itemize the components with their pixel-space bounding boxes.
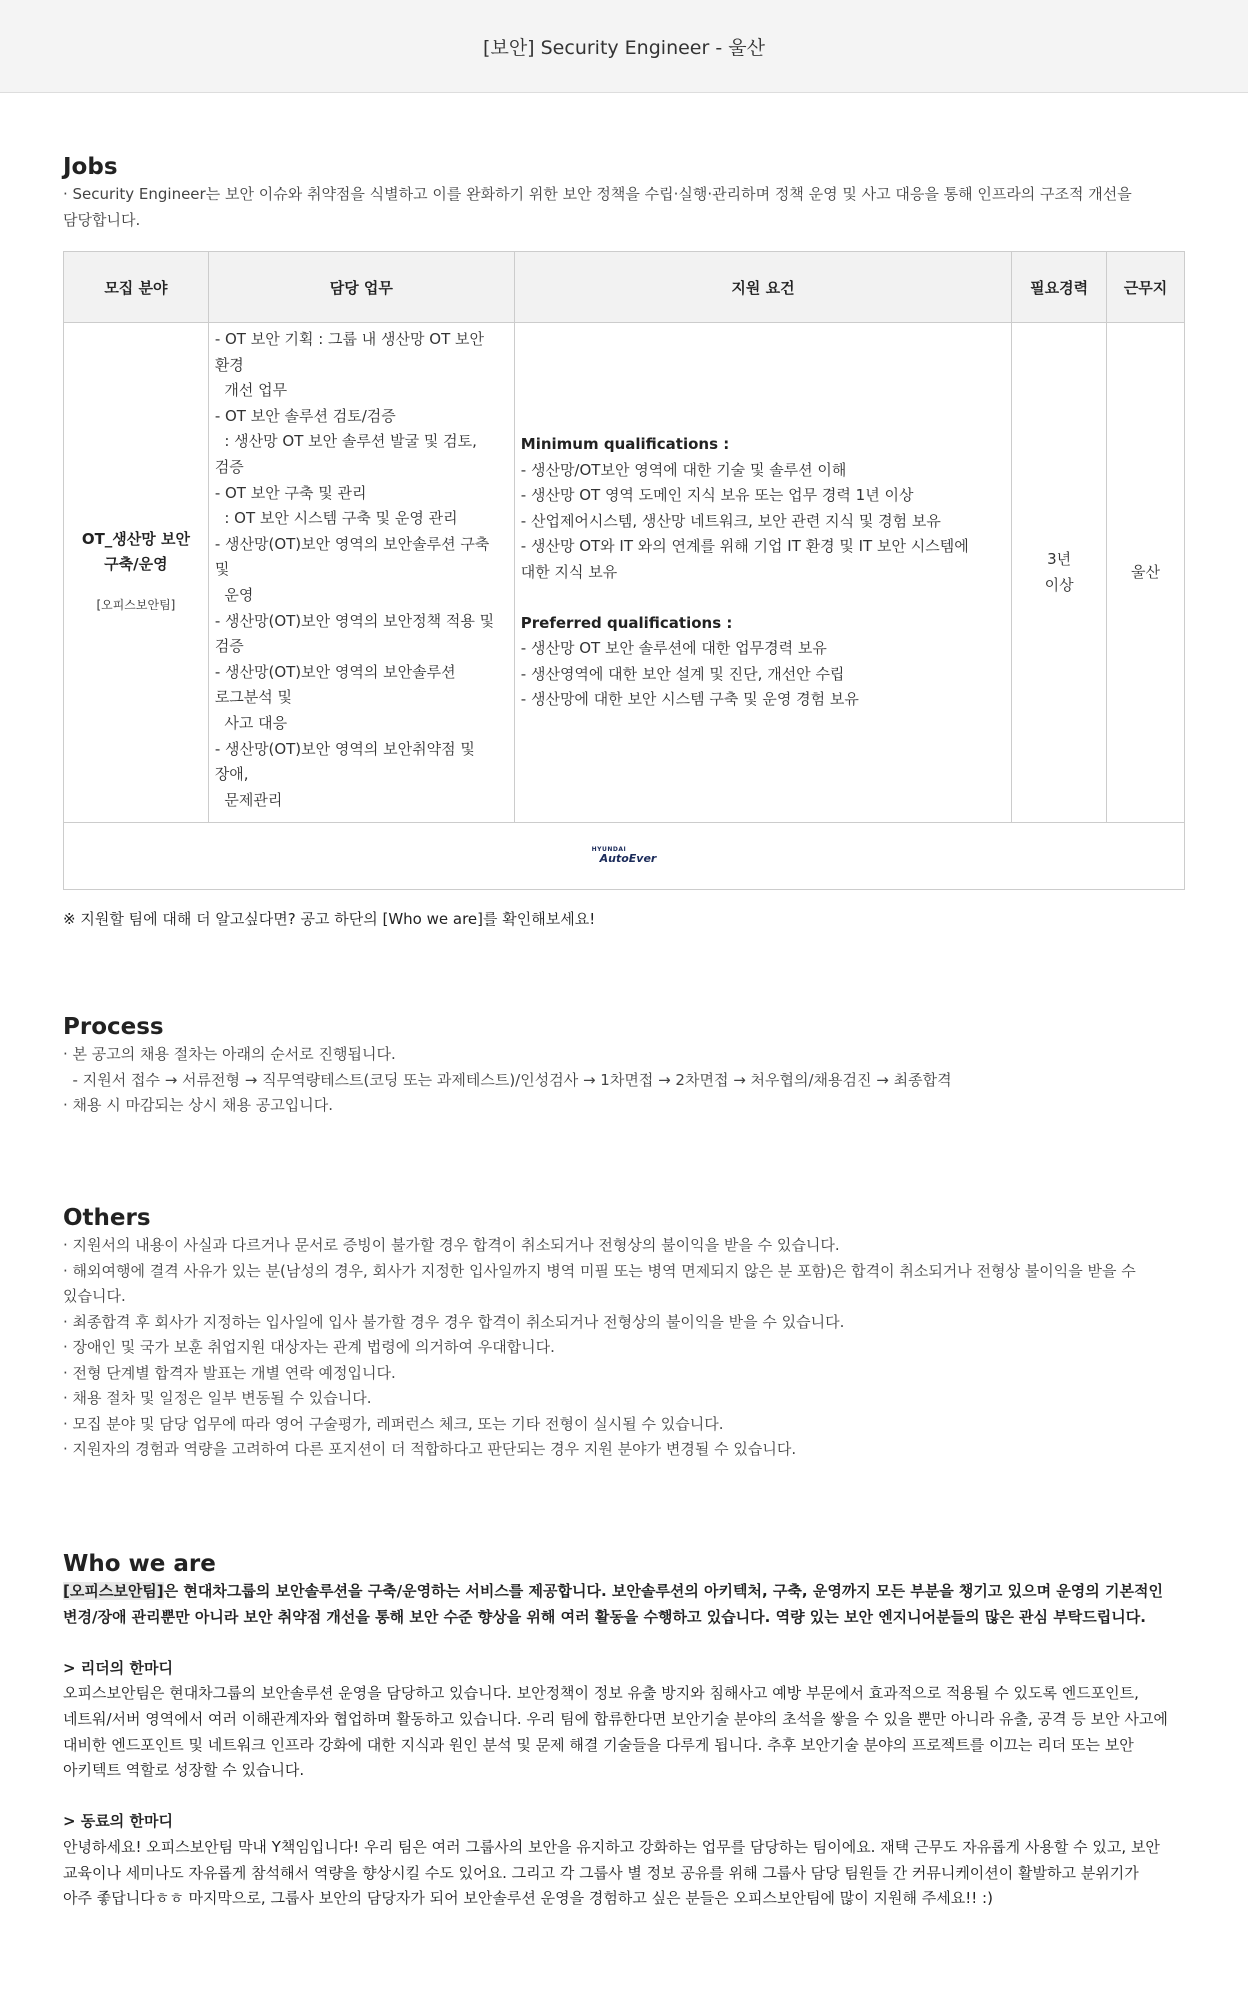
list-item: - 생산망에 대한 보안 시스템 구축 및 운영 경험 보유 — [520, 690, 859, 709]
process-section — [63, 1012, 1185, 1119]
header-duties: 담당 업무 — [208, 252, 514, 323]
leader-title: > 리더의 한마디 — [63, 1658, 173, 1677]
field-cell: OT_생산망 보안 구축/운영 [오피스보안팀] — [64, 323, 209, 823]
list-item: 있습니다. — [63, 1287, 126, 1305]
list-item: - 산업제어시스템, 생산망 네트워크, 보안 관련 지식 및 경험 보유 — [520, 511, 941, 530]
peer-title: > 동료의 한마디 — [63, 1812, 173, 1831]
process-heading: Process — [63, 1014, 164, 1040]
list-item: · 채용 절차 및 일정은 일부 변동될 수 있습니다. — [63, 1389, 372, 1407]
team-tag: [오피스보안팀] — [63, 1582, 164, 1600]
duties-cell: - OT 보안 기획 : 그룹 내 생산망 OT 보안 환경 개선 업무 - OT 보안 솔루션 검토/검증 : 생산망 OT 보안 솔루션 발굴 및 검토, 검증 - OT 보안 구축 및 관리 : OT 보안 시스템 구축 및 운영 관리 - 생산망(OT)보안 영역의 보안솔루션 구축 및 운영 - 생산망(OT)보안 영역의 보안정책 적용 및 검증 - 생산망(OT)보안 영역의 보안솔루션 로그분석 및 사고 대응 - 생산망(OT)보안 영역의 보안취약점 및 장애, 문제관리 — [208, 323, 514, 823]
others-description — [63, 1233, 1185, 1463]
process-description — [63, 1042, 1185, 1119]
list-item: · 모집 분야 및 담당 업무에 따라 영어 구술평가, 레퍼런스 체크, 또는 기타 전형이 실시될 수 있습니다. — [63, 1414, 724, 1433]
list-item: - 생산망 OT와 IT 와의 연계를 위해 기업 IT 환경 및 IT 보안 시스템에 — [520, 537, 969, 556]
table-header-row — [64, 252, 1185, 323]
jobs-section — [63, 152, 1185, 929]
list-item: - 생산망/OT보안 영역에 대한 기술 및 솔루션 이해 — [520, 460, 847, 479]
hyundai-autoever-logo: HYUNDAI AutoEver — [591, 845, 657, 865]
list-item: · 최종합격 후 회사가 지정하는 입사일에 입사 불가할 경우 경우 합격이 취소되거나 전형상의 불이익을 받을 수 있습니다. — [63, 1312, 845, 1331]
list-item: · 본 공고의 채용 절차는 아래의 순서로 진행됩니다. — [63, 1045, 396, 1063]
list-item: · 지원서의 내용이 사실과 다르거나 문서로 증빙이 불가할 경우 합격이 취소되거나 전형상의 불이익을 받을 수 있습니다. — [63, 1236, 840, 1254]
header-experience: 필요경력 — [1012, 252, 1107, 323]
jobs-description: · Security Engineer는 보안 이슈와 취약점을 식별하고 이를 완화하기 위한 보안 정책을 수립·실행·관리하며 정책 운영 및 사고 대응을 통해 인프라의 구조적 개선을 담당합니다. — [63, 185, 1132, 229]
logo-row — [64, 823, 1185, 890]
page-header — [0, 0, 1248, 93]
list-item: · 지원자의 경험과 역량을 고려하여 다른 포지션이 더 적합하다고 판단되는 경우 지원 분야가 변경될 수 있습니다. — [63, 1440, 797, 1458]
logo-cell — [64, 823, 1185, 890]
list-item: · 채용 시 마감되는 상시 채용 공고입니다. — [63, 1096, 333, 1114]
list-item: 대한 지식 보유 — [520, 563, 618, 581]
list-item: · 해외여행에 결격 사유가 있는 분(남성의 경우, 회사가 지정한 입사일까지 병역 미필 또는 병역 면제되지 않은 분 포함)은 합격이 취소되거나 전형상 불이익을 받을 수 — [63, 1261, 1136, 1280]
list-item: - 생산망 OT 보안 솔루션에 대한 업무경력 보유 — [520, 639, 827, 658]
others-heading: Others — [63, 1205, 151, 1231]
others-section — [63, 1203, 1185, 1463]
team-name: [오피스보안팀] — [96, 598, 176, 612]
table-row — [64, 323, 1185, 823]
location-cell: 울산 — [1107, 323, 1185, 823]
pref-qualifications-title: Preferred qualifications : — [520, 613, 733, 632]
who-heading: Who we are — [63, 1551, 216, 1577]
header-location: 근무지 — [1107, 252, 1185, 323]
who-description: [오피스보안팀]은 현대차그룹의 보안솔루션을 구축/운영하는 서비스를 제공합니다. 보안솔루션의 아키텍처, 구축, 운영까지 모든 부분을 챙기고 있으며 운영의 기본적인 변경/장애 관리뿐만 아니라 보안 취약점 개선을 통해 보안 수준 향상을 위해 여러 활동을 수행하고 있습니다. 역량 있는 보안 엔지니어분들의 많은 관심 부탁드립니다. > 리더의 한마디 오피스보안팀은 현대차그룹의 보안솔루션 운영을 담당하고 있습니다. 보안정책이 정보 유출 방지와 침해사고 예방 부문에서 효과적으로 적용될 수 있도록 엔드포인트, 네트워/서버 영역에서 여러 이해관계자와 협업하며 활동하고 있습니다. 우리 팀에 합류한다면 보안기술 분야의 초석을 쌓을 수 있을 뿐만 아니라 유출, 공격 등 보안 사고에 대비한 엔드포인트 및 네트워크 인프라 강화에 대한 지식과 원인 분석 및 문제 해결 기술들을 다루게 됩니다. 추후 보안기술 분야의 프로젝트를 이끄는 리더 또는 보안 아키텍트 역할로 성장할 수 있습니다. > 동료의 한마디 안녕하세요! 오피스보안팀 막내 Y책임입니다! 우리 팀은 여러 그룹사의 보안을 유지하고 강화하는 업무를 담당하는 팀이에요. 재택 근무도 자유롭게 사용할 수 있고, 보안 교육이나 세미나도 자유롭게 참석해서 역량을 향상시킬 수도 있어요. 그리고 각 그룹사 별 정보 공유를 위해 그룹사 담당 팀원들 간 커뮤니케이션이 활발하고 분위기가 아주 좋답니다ㅎㅎ 마지막으로, 그룹사 보안의 담당자가 되어 보안솔루션 운영을 경험하고 싶은 분들은 오피스보안팀에 많이 지원해 주세요!! :) — [63, 1579, 1185, 1912]
job-title: [보안] Security Engineer - 울산 — [483, 36, 765, 59]
min-qualifications-title: Minimum qualifications : — [520, 435, 730, 454]
list-item: · 전형 단계별 합격자 발표는 개별 연락 예정입니다. — [63, 1363, 396, 1382]
team-info-note: ※ 지원할 팀에 대해 더 알고싶다면? 공고 하단의 [Who we are]를 확인해보세요! — [63, 910, 596, 928]
list-item: - 생산영역에 대한 보안 설계 및 진단, 개선안 수립 — [520, 664, 845, 683]
requirements-cell — [514, 323, 1011, 823]
list-item: · 장애인 및 국가 보훈 취업지원 대상자는 관계 법령에 의거하여 우대합니다. — [63, 1338, 555, 1356]
header-requirements: 지원 요건 — [514, 252, 1011, 323]
list-item: - 생산망 OT 영역 도메인 지식 보유 또는 업무 경력 1년 이상 — [520, 486, 914, 505]
header-field: 모집 분야 — [64, 252, 209, 323]
jobs-heading: Jobs — [63, 154, 118, 180]
experience-cell: 3년 이상 — [1012, 323, 1107, 823]
list-item: - 지원서 접수 → 서류전형 → 직무역량테스트(코딩 또는 과제테스트)/인성검사 → 1차면접 → 2차면접 → 처우협의/채용검진 → 최종합격 — [63, 1070, 952, 1089]
jobs-table — [63, 251, 1185, 890]
who-we-are-section — [63, 1549, 1185, 1912]
